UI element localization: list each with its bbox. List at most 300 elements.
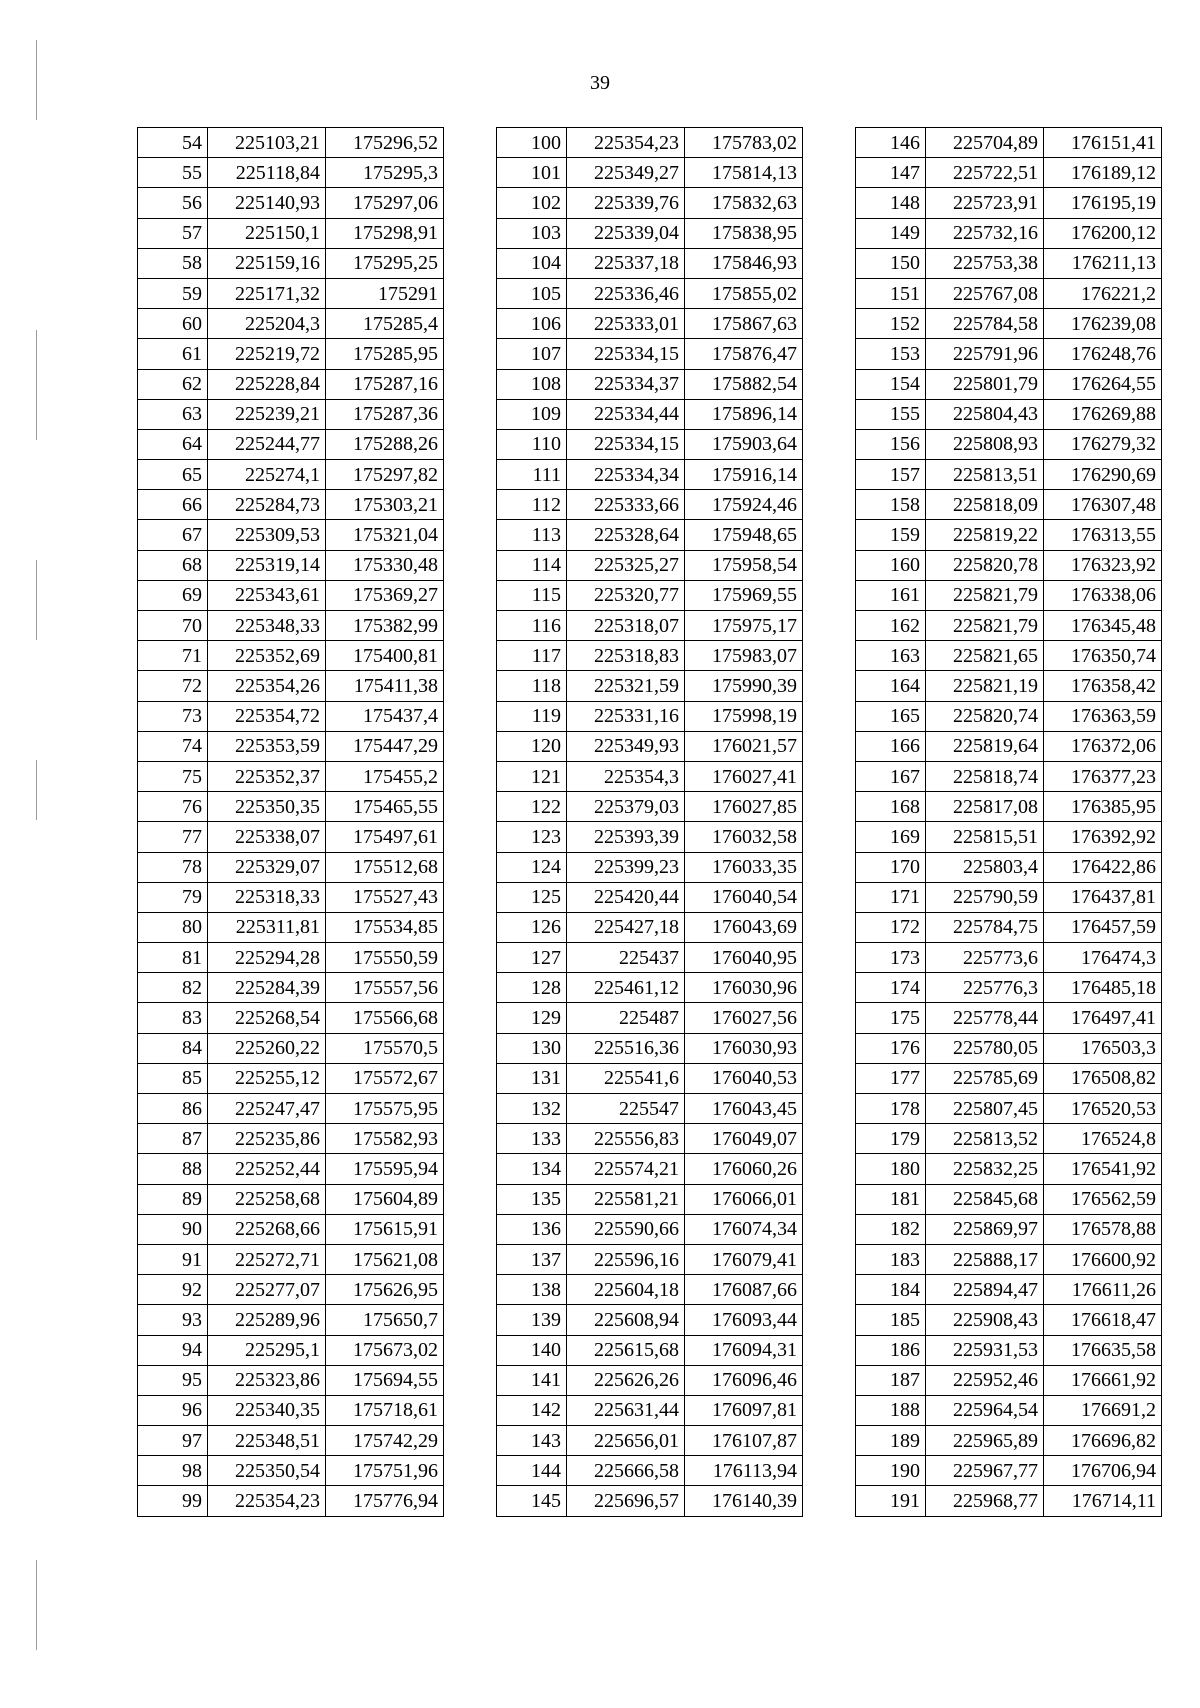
x-coordinate-cell: 225773,6 <box>926 943 1044 973</box>
table-row <box>497 671 803 701</box>
y-coordinate-cell: 175903,64 <box>685 429 803 459</box>
x-coordinate-cell: 225420,44 <box>567 882 685 912</box>
x-coordinate-cell: 225808,93 <box>926 429 1044 459</box>
y-coordinate-cell: 175287,16 <box>326 369 444 399</box>
y-coordinate-cell: 175846,93 <box>685 248 803 278</box>
y-coordinate-cell: 175673,02 <box>326 1335 444 1365</box>
table-row <box>856 1486 1162 1516</box>
point-number-cell: 174 <box>856 973 926 1003</box>
y-coordinate-cell: 175303,21 <box>326 490 444 520</box>
table-row <box>497 460 803 490</box>
y-coordinate-cell: 175650,7 <box>326 1305 444 1335</box>
y-coordinate-cell: 175455,2 <box>326 761 444 791</box>
point-number-cell: 136 <box>497 1214 567 1244</box>
x-coordinate-cell: 225252,44 <box>208 1154 326 1184</box>
x-coordinate-cell: 225353,59 <box>208 731 326 761</box>
table-row <box>497 1275 803 1305</box>
y-coordinate-cell: 175447,29 <box>326 731 444 761</box>
point-number-cell: 154 <box>856 369 926 399</box>
table-row <box>497 128 803 158</box>
point-number-cell: 108 <box>497 369 567 399</box>
table-row <box>497 1033 803 1063</box>
x-coordinate-cell: 225818,74 <box>926 761 1044 791</box>
point-number-cell: 128 <box>497 973 567 1003</box>
point-number-cell: 56 <box>138 188 208 218</box>
scan-margin-mark <box>36 760 37 820</box>
y-coordinate-cell: 176290,69 <box>1044 460 1162 490</box>
point-number-cell: 109 <box>497 399 567 429</box>
table-row <box>497 1335 803 1365</box>
point-number-cell: 168 <box>856 792 926 822</box>
table-row <box>856 1335 1162 1365</box>
x-coordinate-cell: 225309,53 <box>208 520 326 550</box>
x-coordinate-cell: 225393,39 <box>567 822 685 852</box>
table-row <box>856 429 1162 459</box>
y-coordinate-cell: 176189,12 <box>1044 158 1162 188</box>
table-row <box>138 611 444 641</box>
x-coordinate-cell: 225268,66 <box>208 1214 326 1244</box>
point-number-cell: 111 <box>497 460 567 490</box>
table-row <box>138 369 444 399</box>
point-number-cell: 61 <box>138 339 208 369</box>
x-coordinate-cell: 225328,64 <box>567 520 685 550</box>
page-number: 39 <box>590 72 610 94</box>
table-row <box>856 671 1162 701</box>
point-number-cell: 85 <box>138 1063 208 1093</box>
table-row <box>856 248 1162 278</box>
table-row <box>497 641 803 671</box>
table-row <box>497 399 803 429</box>
point-number-cell: 116 <box>497 611 567 641</box>
x-coordinate-cell: 225801,79 <box>926 369 1044 399</box>
point-number-cell: 101 <box>497 158 567 188</box>
point-number-cell: 79 <box>138 882 208 912</box>
y-coordinate-cell: 176474,3 <box>1044 943 1162 973</box>
x-coordinate-cell: 225272,71 <box>208 1244 326 1274</box>
y-coordinate-cell: 176269,88 <box>1044 399 1162 429</box>
point-number-cell: 99 <box>138 1486 208 1516</box>
y-coordinate-cell: 175297,82 <box>326 460 444 490</box>
table-row <box>138 1335 444 1365</box>
point-number-cell: 84 <box>138 1033 208 1063</box>
y-coordinate-cell: 175575,95 <box>326 1094 444 1124</box>
x-coordinate-cell: 225289,96 <box>208 1305 326 1335</box>
y-coordinate-cell: 176338,06 <box>1044 580 1162 610</box>
y-coordinate-cell: 176107,87 <box>685 1426 803 1456</box>
table-row <box>856 158 1162 188</box>
point-number-cell: 77 <box>138 822 208 852</box>
y-coordinate-cell: 176113,94 <box>685 1456 803 1486</box>
point-number-cell: 186 <box>856 1335 926 1365</box>
point-number-cell: 143 <box>497 1426 567 1456</box>
y-coordinate-cell: 176363,59 <box>1044 701 1162 731</box>
x-coordinate-cell: 225318,83 <box>567 641 685 671</box>
point-number-cell: 183 <box>856 1244 926 1274</box>
point-number-cell: 69 <box>138 580 208 610</box>
y-coordinate-cell: 176079,41 <box>685 1244 803 1274</box>
y-coordinate-cell: 175570,5 <box>326 1033 444 1063</box>
point-number-cell: 127 <box>497 943 567 973</box>
coordinate-table-2 <box>496 127 803 1517</box>
table-row <box>138 460 444 490</box>
point-number-cell: 190 <box>856 1456 926 1486</box>
y-coordinate-cell: 176706,94 <box>1044 1456 1162 1486</box>
y-coordinate-cell: 175876,47 <box>685 339 803 369</box>
x-coordinate-cell: 225556,83 <box>567 1124 685 1154</box>
y-coordinate-cell: 175288,26 <box>326 429 444 459</box>
table-row <box>856 731 1162 761</box>
y-coordinate-cell: 175400,81 <box>326 641 444 671</box>
point-number-cell: 73 <box>138 701 208 731</box>
y-coordinate-cell: 176691,2 <box>1044 1395 1162 1425</box>
point-number-cell: 140 <box>497 1335 567 1365</box>
y-coordinate-cell: 175382,99 <box>326 611 444 641</box>
x-coordinate-cell: 225778,44 <box>926 1003 1044 1033</box>
point-number-cell: 166 <box>856 731 926 761</box>
table-row <box>138 1275 444 1305</box>
table-row <box>497 1214 803 1244</box>
point-number-cell: 98 <box>138 1456 208 1486</box>
table-row <box>856 1305 1162 1335</box>
y-coordinate-cell: 176033,35 <box>685 852 803 882</box>
y-coordinate-cell: 176508,82 <box>1044 1063 1162 1093</box>
table-row <box>138 852 444 882</box>
x-coordinate-cell: 225815,51 <box>926 822 1044 852</box>
table-row <box>856 1275 1162 1305</box>
x-coordinate-cell: 225608,94 <box>567 1305 685 1335</box>
table-row <box>856 1124 1162 1154</box>
y-coordinate-cell: 176264,55 <box>1044 369 1162 399</box>
y-coordinate-cell: 176578,88 <box>1044 1214 1162 1244</box>
x-coordinate-cell: 225171,32 <box>208 278 326 308</box>
table-row <box>497 761 803 791</box>
point-number-cell: 102 <box>497 188 567 218</box>
point-number-cell: 189 <box>856 1426 926 1456</box>
x-coordinate-cell: 225626,26 <box>567 1365 685 1395</box>
x-coordinate-cell: 225318,07 <box>567 611 685 641</box>
y-coordinate-cell: 176520,53 <box>1044 1094 1162 1124</box>
table-row <box>497 1063 803 1093</box>
point-number-cell: 57 <box>138 218 208 248</box>
x-coordinate-cell: 225339,76 <box>567 188 685 218</box>
point-number-cell: 90 <box>138 1214 208 1244</box>
x-coordinate-cell: 225604,18 <box>567 1275 685 1305</box>
table-row <box>856 882 1162 912</box>
table-row <box>856 128 1162 158</box>
point-number-cell: 112 <box>497 490 567 520</box>
table-row <box>497 1456 803 1486</box>
y-coordinate-cell: 176714,11 <box>1044 1486 1162 1516</box>
point-number-cell: 145 <box>497 1486 567 1516</box>
y-coordinate-cell: 176323,92 <box>1044 550 1162 580</box>
y-coordinate-cell: 176096,46 <box>685 1365 803 1395</box>
point-number-cell: 87 <box>138 1124 208 1154</box>
point-number-cell: 91 <box>138 1244 208 1274</box>
point-number-cell: 152 <box>856 309 926 339</box>
table-row <box>138 550 444 580</box>
point-number-cell: 66 <box>138 490 208 520</box>
point-number-cell: 139 <box>497 1305 567 1335</box>
y-coordinate-cell: 175369,27 <box>326 580 444 610</box>
x-coordinate-cell: 225352,69 <box>208 641 326 671</box>
x-coordinate-cell: 225348,33 <box>208 611 326 641</box>
point-number-cell: 185 <box>856 1305 926 1335</box>
point-number-cell: 114 <box>497 550 567 580</box>
table-row <box>856 490 1162 520</box>
point-number-cell: 103 <box>497 218 567 248</box>
x-coordinate-cell: 225790,59 <box>926 882 1044 912</box>
x-coordinate-cell: 225819,64 <box>926 731 1044 761</box>
table-row <box>856 1063 1162 1093</box>
x-coordinate-cell: 225437 <box>567 943 685 973</box>
table-row <box>497 1486 803 1516</box>
y-coordinate-cell: 176524,8 <box>1044 1124 1162 1154</box>
x-coordinate-cell: 225845,68 <box>926 1184 1044 1214</box>
point-number-cell: 76 <box>138 792 208 822</box>
table-row <box>138 701 444 731</box>
table-row <box>497 1003 803 1033</box>
x-coordinate-cell: 225819,22 <box>926 520 1044 550</box>
x-coordinate-cell: 225260,22 <box>208 1033 326 1063</box>
y-coordinate-cell: 176385,95 <box>1044 792 1162 822</box>
x-coordinate-cell: 225791,96 <box>926 339 1044 369</box>
point-number-cell: 96 <box>138 1395 208 1425</box>
point-number-cell: 155 <box>856 399 926 429</box>
table-row <box>138 1486 444 1516</box>
table-row <box>497 611 803 641</box>
x-coordinate-cell: 225964,54 <box>926 1395 1044 1425</box>
table-row <box>497 580 803 610</box>
table-row <box>497 882 803 912</box>
table-row <box>138 158 444 188</box>
x-coordinate-cell: 225204,3 <box>208 309 326 339</box>
point-number-cell: 149 <box>856 218 926 248</box>
point-number-cell: 129 <box>497 1003 567 1033</box>
y-coordinate-cell: 175287,36 <box>326 399 444 429</box>
point-number-cell: 184 <box>856 1275 926 1305</box>
point-number-cell: 135 <box>497 1184 567 1214</box>
y-coordinate-cell: 176043,45 <box>685 1094 803 1124</box>
table-row <box>138 1003 444 1033</box>
point-number-cell: 138 <box>497 1275 567 1305</box>
table-row <box>497 852 803 882</box>
point-number-cell: 178 <box>856 1094 926 1124</box>
x-coordinate-cell: 225228,84 <box>208 369 326 399</box>
point-number-cell: 120 <box>497 731 567 761</box>
table-row <box>856 399 1162 429</box>
table-row <box>138 671 444 701</box>
point-number-cell: 81 <box>138 943 208 973</box>
point-number-cell: 125 <box>497 882 567 912</box>
x-coordinate-cell: 225354,23 <box>208 1486 326 1516</box>
x-coordinate-cell: 225968,77 <box>926 1486 1044 1516</box>
x-coordinate-cell: 225541,6 <box>567 1063 685 1093</box>
point-number-cell: 146 <box>856 128 926 158</box>
table-row <box>497 1305 803 1335</box>
y-coordinate-cell: 176661,92 <box>1044 1365 1162 1395</box>
y-coordinate-cell: 175867,63 <box>685 309 803 339</box>
y-coordinate-cell: 176239,08 <box>1044 309 1162 339</box>
y-coordinate-cell: 176611,26 <box>1044 1275 1162 1305</box>
table-row <box>856 973 1162 1003</box>
y-coordinate-cell: 175285,95 <box>326 339 444 369</box>
table-row <box>856 278 1162 308</box>
point-number-cell: 137 <box>497 1244 567 1274</box>
table-row <box>497 429 803 459</box>
table-row <box>497 1124 803 1154</box>
y-coordinate-cell: 175527,43 <box>326 882 444 912</box>
table-row <box>856 641 1162 671</box>
table-row <box>138 580 444 610</box>
table-row <box>138 1063 444 1093</box>
table-row <box>497 943 803 973</box>
y-coordinate-cell: 175295,3 <box>326 158 444 188</box>
table-row <box>138 973 444 1003</box>
x-coordinate-cell: 225311,81 <box>208 912 326 942</box>
table-row <box>138 248 444 278</box>
point-number-cell: 92 <box>138 1275 208 1305</box>
point-number-cell: 161 <box>856 580 926 610</box>
table-row <box>138 218 444 248</box>
x-coordinate-cell: 225753,38 <box>926 248 1044 278</box>
x-coordinate-cell: 225337,18 <box>567 248 685 278</box>
table-row <box>497 550 803 580</box>
y-coordinate-cell: 176457,59 <box>1044 912 1162 942</box>
x-coordinate-cell: 225319,14 <box>208 550 326 580</box>
y-coordinate-cell: 176093,44 <box>685 1305 803 1335</box>
table-row <box>497 369 803 399</box>
table-row <box>138 761 444 791</box>
y-coordinate-cell: 176043,69 <box>685 912 803 942</box>
point-number-cell: 97 <box>138 1426 208 1456</box>
table-row <box>138 731 444 761</box>
y-coordinate-cell: 176027,41 <box>685 761 803 791</box>
point-number-cell: 175 <box>856 1003 926 1033</box>
table-row <box>856 550 1162 580</box>
y-coordinate-cell: 175948,65 <box>685 520 803 550</box>
table-row <box>856 1184 1162 1214</box>
y-coordinate-cell: 176040,95 <box>685 943 803 973</box>
table-row <box>856 852 1162 882</box>
x-coordinate-cell: 225631,44 <box>567 1395 685 1425</box>
x-coordinate-cell: 225352,37 <box>208 761 326 791</box>
point-number-cell: 162 <box>856 611 926 641</box>
x-coordinate-cell: 225338,07 <box>208 822 326 852</box>
x-coordinate-cell: 225813,51 <box>926 460 1044 490</box>
y-coordinate-cell: 176345,48 <box>1044 611 1162 641</box>
table-row <box>138 1244 444 1274</box>
x-coordinate-cell: 225239,21 <box>208 399 326 429</box>
point-number-cell: 180 <box>856 1154 926 1184</box>
table-row <box>497 490 803 520</box>
x-coordinate-cell: 225581,21 <box>567 1184 685 1214</box>
x-coordinate-cell: 225235,86 <box>208 1124 326 1154</box>
y-coordinate-cell: 176422,86 <box>1044 852 1162 882</box>
point-number-cell: 94 <box>138 1335 208 1365</box>
y-coordinate-cell: 175298,91 <box>326 218 444 248</box>
table-row <box>497 278 803 308</box>
y-coordinate-cell: 175604,89 <box>326 1184 444 1214</box>
y-coordinate-cell: 176211,13 <box>1044 248 1162 278</box>
y-coordinate-cell: 175814,13 <box>685 158 803 188</box>
y-coordinate-cell: 176021,57 <box>685 731 803 761</box>
x-coordinate-cell: 225461,12 <box>567 973 685 1003</box>
y-coordinate-cell: 175465,55 <box>326 792 444 822</box>
table-row <box>497 339 803 369</box>
table-row <box>497 1395 803 1425</box>
y-coordinate-cell: 175512,68 <box>326 852 444 882</box>
x-coordinate-cell: 225334,44 <box>567 399 685 429</box>
y-coordinate-cell: 176635,58 <box>1044 1335 1162 1365</box>
table-row <box>856 822 1162 852</box>
y-coordinate-cell: 176094,31 <box>685 1335 803 1365</box>
x-coordinate-cell: 225343,61 <box>208 580 326 610</box>
table-row <box>138 490 444 520</box>
x-coordinate-cell: 225785,69 <box>926 1063 1044 1093</box>
table-row <box>138 1365 444 1395</box>
y-coordinate-cell: 176074,34 <box>685 1214 803 1244</box>
table-row <box>138 429 444 459</box>
y-coordinate-cell: 176040,54 <box>685 882 803 912</box>
y-coordinate-cell: 176307,48 <box>1044 490 1162 520</box>
point-number-cell: 59 <box>138 278 208 308</box>
y-coordinate-cell: 176372,06 <box>1044 731 1162 761</box>
x-coordinate-cell: 225349,93 <box>567 731 685 761</box>
y-coordinate-cell: 176200,12 <box>1044 218 1162 248</box>
table-row <box>138 822 444 852</box>
scan-margin-mark <box>36 330 37 440</box>
point-number-cell: 65 <box>138 460 208 490</box>
x-coordinate-cell: 225350,54 <box>208 1456 326 1486</box>
x-coordinate-cell: 225784,75 <box>926 912 1044 942</box>
x-coordinate-cell: 225722,51 <box>926 158 1044 188</box>
x-coordinate-cell: 225723,91 <box>926 188 1044 218</box>
table-row <box>856 1395 1162 1425</box>
point-number-cell: 188 <box>856 1395 926 1425</box>
point-number-cell: 113 <box>497 520 567 550</box>
point-number-cell: 110 <box>497 429 567 459</box>
table-row <box>856 460 1162 490</box>
point-number-cell: 106 <box>497 309 567 339</box>
y-coordinate-cell: 176195,19 <box>1044 188 1162 218</box>
x-coordinate-cell: 225354,72 <box>208 701 326 731</box>
y-coordinate-cell: 175296,52 <box>326 128 444 158</box>
table-row <box>497 973 803 1003</box>
y-coordinate-cell: 175694,55 <box>326 1365 444 1395</box>
table-row <box>856 792 1162 822</box>
y-coordinate-cell: 175855,02 <box>685 278 803 308</box>
point-number-cell: 115 <box>497 580 567 610</box>
x-coordinate-cell: 225349,27 <box>567 158 685 188</box>
y-coordinate-cell: 176350,74 <box>1044 641 1162 671</box>
table-row <box>856 309 1162 339</box>
table-row <box>497 248 803 278</box>
y-coordinate-cell: 175838,95 <box>685 218 803 248</box>
y-coordinate-cell: 175998,19 <box>685 701 803 731</box>
table-row <box>138 188 444 218</box>
x-coordinate-cell: 225334,34 <box>567 460 685 490</box>
point-number-cell: 117 <box>497 641 567 671</box>
point-number-cell: 119 <box>497 701 567 731</box>
table-row <box>856 701 1162 731</box>
x-coordinate-cell: 225952,46 <box>926 1365 1044 1395</box>
point-number-cell: 153 <box>856 339 926 369</box>
y-coordinate-cell: 175615,91 <box>326 1214 444 1244</box>
point-number-cell: 54 <box>138 128 208 158</box>
x-coordinate-cell: 225150,1 <box>208 218 326 248</box>
point-number-cell: 104 <box>497 248 567 278</box>
x-coordinate-cell: 225931,53 <box>926 1335 1044 1365</box>
